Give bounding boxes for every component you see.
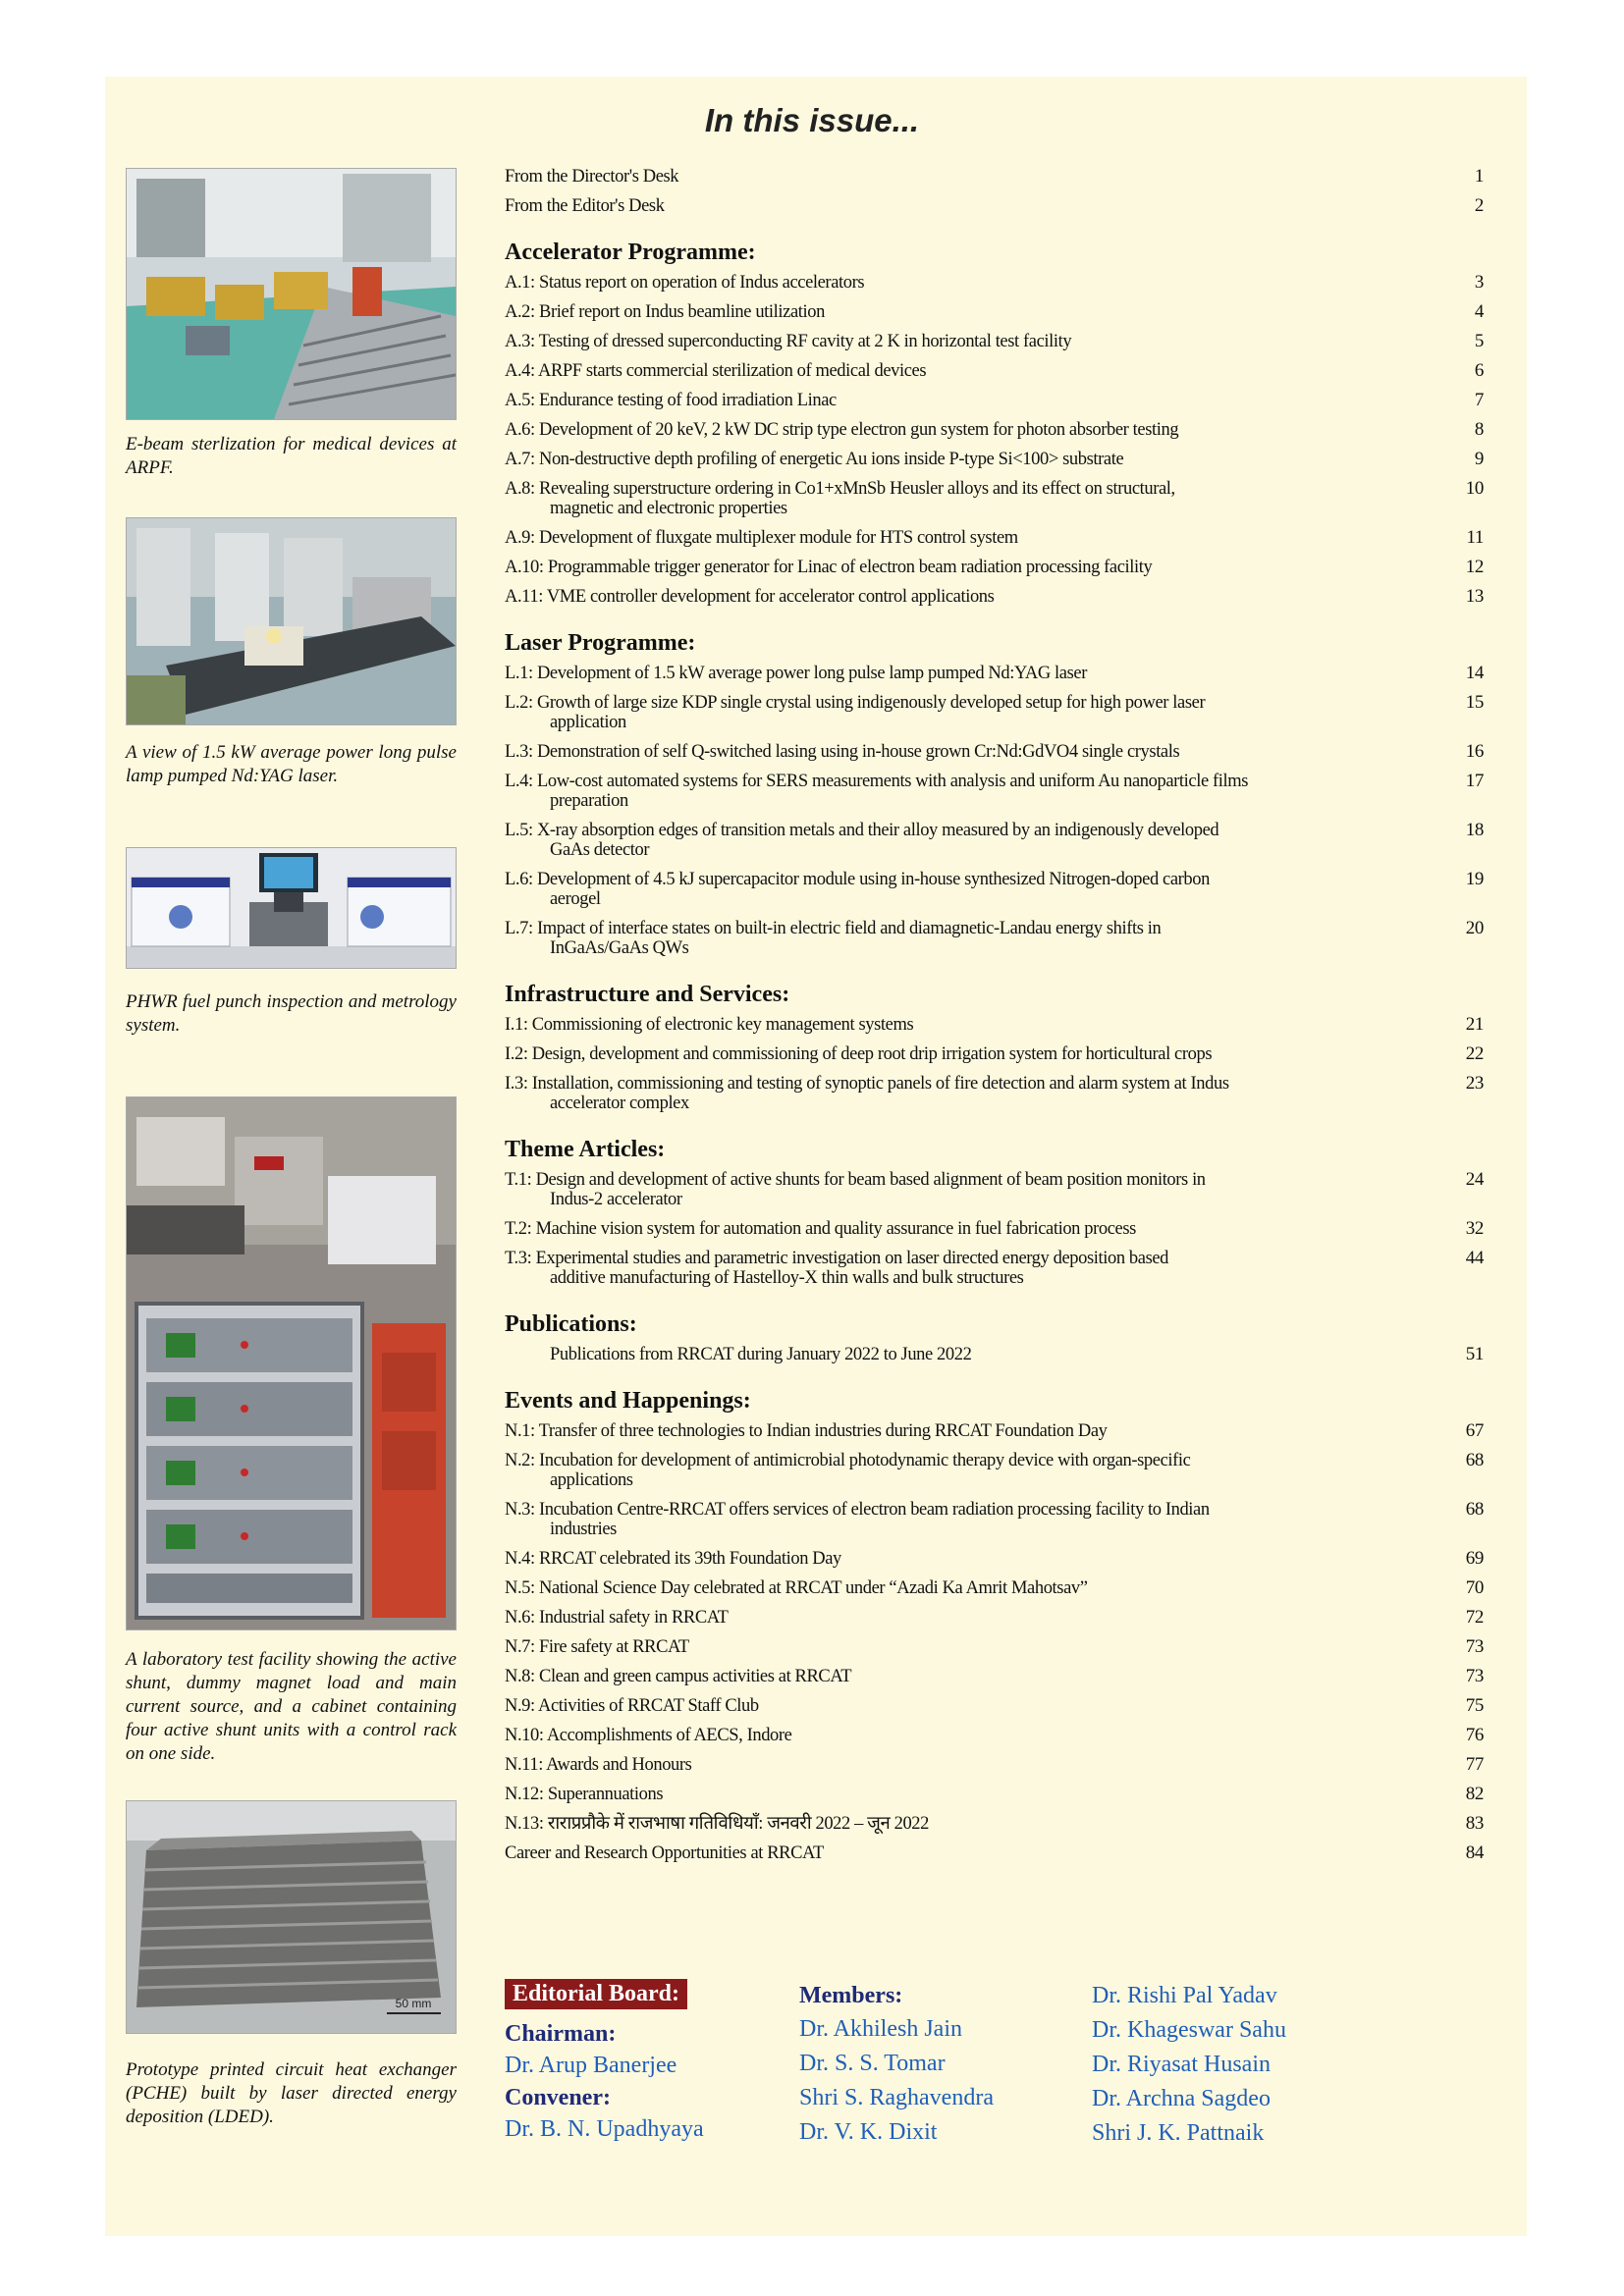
toc-page-number: 44 (1465, 1248, 1484, 1268)
toc-entry[interactable] (505, 1785, 1501, 1804)
toc-page-number: 12 (1465, 557, 1484, 577)
photo-caption: A view of 1.5 kW average power long pulse lamp pumped Nd:YAG laser. (126, 742, 457, 786)
toc-entry-title-continued: aerogel (550, 889, 601, 909)
toc-entry-title-continued: InGaAs/GaAs QWs (550, 938, 689, 958)
convener-label: Convener: (505, 2085, 611, 2110)
toc-entry-title-continued: magnetic and electronic properties (550, 499, 787, 518)
toc-entry-title: N.7: Fire safety at RRCAT (505, 1637, 689, 1657)
toc-entry-title-continued: preparation (550, 791, 628, 811)
toc-entry[interactable] (505, 1637, 1501, 1657)
toc-entry-title: N.8: Clean and green campus activities at RRCAT (505, 1667, 852, 1686)
toc-entry[interactable] (505, 1696, 1501, 1716)
toc-page-number: 8 (1474, 419, 1484, 440)
member-name: Shri J. K. Pattnaik (1092, 2120, 1265, 2146)
toc-page-number: 70 (1465, 1577, 1484, 1598)
toc-section-heading: Laser Programme: (505, 630, 696, 656)
toc-entry[interactable] (505, 1549, 1501, 1569)
toc-entry[interactable] (505, 332, 1501, 351)
active-shunt-facility-photo (126, 1096, 457, 1630)
toc-entry[interactable] (505, 1044, 1501, 1064)
ebeam-sterilization-photo (126, 168, 457, 420)
toc-page-number: 68 (1465, 1499, 1484, 1520)
toc-page-number: 17 (1465, 771, 1484, 791)
toc-entry[interactable] (505, 1421, 1501, 1441)
chairman-name: Dr. Arup Banerjee (505, 2053, 677, 2078)
toc-entry[interactable] (505, 1814, 1501, 1834)
toc-entry-title: A.6: Development of 20 keV, 2 kW DC strip type electron gun system for photon absorber testing (505, 420, 1179, 440)
toc-entry[interactable] (505, 450, 1501, 469)
toc-page-number: 67 (1465, 1420, 1484, 1441)
toc-page-number: 7 (1474, 390, 1484, 410)
toc-entry-title: L.6: Development of 4.5 kJ supercapacitor module using in-house synthesized Nitrogen-doped carbon (505, 870, 1210, 889)
member-name: Dr. Khageswar Sahu (1092, 2017, 1286, 2043)
member-name: Dr. Akhilesh Jain (799, 2016, 962, 2042)
toc-entry-title: L.5: X-ray absorption edges of transition metals and their alloy measured by an indigenously developed (505, 821, 1219, 840)
toc-entry[interactable] (505, 167, 1501, 187)
toc-page-number: 6 (1474, 360, 1484, 381)
editorial-board (505, 1979, 1501, 2175)
toc-page-number: 15 (1465, 692, 1484, 713)
toc-entry-title: From the Director's Desk (505, 167, 679, 187)
toc-entry[interactable] (505, 1015, 1501, 1035)
toc-entry[interactable] (505, 1170, 1501, 1209)
member-name: Dr. V. K. Dixit (799, 2119, 938, 2145)
toc-entry-title: A.11: VME controller development for accelerator control applications (505, 587, 995, 607)
toc-entry-title: L.7: Impact of interface states on built-in electric field and diamagnetic-Landau energy shifts in (505, 919, 1162, 938)
toc-page-number: 73 (1465, 1666, 1484, 1686)
toc-entry-title: N.1: Transfer of three technologies to Indian industries during RRCAT Foundation Day (505, 1421, 1108, 1441)
toc-entry-title-continued: Publications from RRCAT during January 2022 to June 2022 (550, 1345, 972, 1364)
toc-entry[interactable] (505, 919, 1501, 958)
toc-entry-title: A.4: ARPF starts commercial sterilization of medical devices (505, 361, 927, 381)
toc-entry[interactable] (505, 1667, 1501, 1686)
toc-page-number: 2 (1474, 195, 1484, 216)
toc-entry-title-continued: accelerator complex (550, 1094, 689, 1113)
member-name: Dr. S. S. Tomar (799, 2051, 946, 2076)
toc-entry-title: A.10: Programmable trigger generator for Linac of electron beam radiation processing facility (505, 558, 1153, 577)
page-title: In this issue... (704, 102, 920, 138)
toc-entry-title: From the Editor's Desk (505, 196, 665, 216)
toc-entry-title-continued: application (550, 713, 626, 732)
toc-page-number: 68 (1465, 1450, 1484, 1470)
toc-page-number: 11 (1466, 527, 1484, 548)
toc-entry[interactable] (505, 1755, 1501, 1775)
toc-entry[interactable] (505, 1074, 1501, 1113)
toc-entry-title: I.3: Installation, commissioning and testing of synoptic panels of fire detection and alarm system at Indus (505, 1074, 1229, 1094)
member-name: Dr. Archna Sagdeo (1092, 2086, 1271, 2111)
toc-entry-title: N.6: Industrial safety in RRCAT (505, 1608, 729, 1628)
toc-page-number: 76 (1465, 1725, 1484, 1745)
toc-entry[interactable] (505, 302, 1501, 322)
toc-page-number: 84 (1465, 1842, 1484, 1863)
toc-page-number: 16 (1465, 741, 1484, 762)
toc-section-heading: Theme Articles: (505, 1137, 666, 1162)
toc-page-number: 13 (1465, 586, 1484, 607)
toc-page-number: 21 (1465, 1014, 1484, 1035)
toc-entry-title: N.2: Incubation for development of antimicrobial photodynamic therapy device with organ-specific (505, 1451, 1191, 1470)
toc-entry-title: A.3: Testing of dressed superconducting RF cavity at 2 K in horizontal test facility (505, 332, 1072, 351)
toc-entry-title: N.12: Superannuations (505, 1785, 664, 1804)
toc-entry[interactable] (505, 1451, 1501, 1490)
chairman-label: Chairman: (505, 2021, 617, 2047)
toc-entry-title: N.9: Activities of RRCAT Staff Club (505, 1696, 759, 1716)
toc-entry-title: N.11: Awards and Honours (505, 1755, 692, 1775)
toc-entry[interactable] (505, 1249, 1501, 1288)
toc-entry-title: L.4: Low-cost automated systems for SERS measurements with analysis and uniform Au nanoparticle films (505, 772, 1249, 791)
toc-entry-title-continued: industries (550, 1520, 617, 1539)
toc-entry[interactable] (505, 558, 1501, 577)
toc-entry[interactable] (505, 1578, 1501, 1598)
toc-entry-title: T.2: Machine vision system for automation and quality assurance in fuel fabrication process (505, 1219, 1136, 1239)
toc-page-number: 22 (1465, 1043, 1484, 1064)
toc-page-number: 51 (1465, 1344, 1484, 1364)
toc-entry-title: A.9: Development of fluxgate multiplexer module for HTS control system (505, 528, 1018, 548)
photo-caption: E-beam sterlization for medical devices at ARPF. (126, 434, 457, 478)
toc-page-number: 9 (1474, 449, 1484, 469)
toc-entry-title: L.3: Demonstration of self Q-switched lasing using in-house grown Cr:Nd:GdVO4 single crystals (505, 742, 1180, 762)
toc-entry-title: A.1: Status report on operation of Indus accelerators (505, 273, 865, 293)
toc-entry[interactable] (505, 742, 1501, 762)
toc-entry-title: N.3: Incubation Centre-RRCAT offers services of electron beam radiation processing facility to Indian (505, 1500, 1210, 1520)
photo-caption: PHWR fuel punch inspection and metrology system. (126, 991, 457, 1036)
toc-page-number: 10 (1465, 478, 1484, 499)
toc-entry[interactable] (505, 693, 1501, 732)
toc-entry-title: Career and Research Opportunities at RRCAT (505, 1843, 824, 1863)
toc-section-heading: Accelerator Programme: (505, 240, 756, 265)
table-of-contents (505, 167, 1501, 1873)
toc-section (505, 1386, 1501, 1863)
member-name: Dr. Riyasat Husain (1092, 2052, 1271, 2077)
toc-page-number: 32 (1465, 1218, 1484, 1239)
toc-page-number: 19 (1465, 869, 1484, 889)
toc-section (505, 1135, 1501, 1288)
member-name: Dr. Rishi Pal Yadav (1092, 1983, 1277, 2008)
toc-entry-title: I.2: Design, development and commissioning of deep root drip irrigation system for horticultural crops (505, 1044, 1213, 1064)
toc-section (505, 238, 1501, 607)
toc-page-number: 4 (1474, 301, 1484, 322)
toc-page-number: 77 (1465, 1754, 1484, 1775)
toc-page-number: 20 (1465, 918, 1484, 938)
toc-entry[interactable] (505, 1345, 1501, 1364)
toc-entry[interactable] (505, 479, 1501, 518)
toc-entry[interactable] (505, 772, 1501, 811)
toc-section (505, 628, 1501, 958)
toc-section-heading: Publications: (505, 1311, 637, 1337)
toc-entry-title-continued: Indus-2 accelerator (550, 1190, 682, 1209)
toc-entry-title: T.1: Design and development of active shunts for beam based alignment of beam position monitors in (505, 1170, 1206, 1190)
toc-entry[interactable] (505, 1608, 1501, 1628)
toc-page-number: 73 (1465, 1636, 1484, 1657)
toc-entry[interactable] (505, 1500, 1501, 1539)
toc-entry[interactable] (505, 391, 1501, 410)
toc-entry-title: A.8: Revealing superstructure ordering in Co1+xMnSb Heusler alloys and its effect on structural, (505, 479, 1175, 499)
toc-entry-title: L.1: Development of 1.5 kW average power long pulse lamp pumped Nd:YAG laser (505, 664, 1087, 683)
toc-entry-title: A.7: Non-destructive depth profiling of energetic Au ions inside P-type Si<100> substrate (505, 450, 1124, 469)
toc-page-number: 23 (1465, 1073, 1484, 1094)
toc-entry[interactable] (505, 664, 1501, 683)
toc-entry-title-continued: additive manufacturing of Hastelloy-X thin walls and bulk structures (550, 1268, 1024, 1288)
toc-section (505, 980, 1501, 1113)
phwr-fuel-punch-photo (126, 847, 457, 969)
toc-entry-title: A.5: Endurance testing of food irradiation Linac (505, 391, 837, 410)
toc-page-number: 1 (1474, 166, 1484, 187)
toc-page-number: 82 (1465, 1784, 1484, 1804)
toc-entry[interactable] (505, 420, 1501, 440)
members-label: Members: (799, 1983, 903, 2008)
toc-entry-title: A.2: Brief report on Indus beamline utilization (505, 302, 825, 322)
toc-entry[interactable] (505, 1219, 1501, 1239)
toc-entry-title: N.4: RRCAT celebrated its 39th Foundation Day (505, 1549, 841, 1569)
toc-page-number: 69 (1465, 1548, 1484, 1569)
toc-entry[interactable] (505, 528, 1501, 548)
toc-page-number: 5 (1474, 331, 1484, 351)
toc-entry-title: N.10: Accomplishments of AECS, Indore (505, 1726, 792, 1745)
convener-name: Dr. B. N. Upadhyaya (505, 2116, 704, 2142)
toc-entry[interactable] (505, 870, 1501, 909)
toc-entry-title: N.13: राराप्रप्रौके में राजभाषा गतिविधियाँ: जनवरी 2022 – जून 2022 (505, 1814, 929, 1834)
toc-page-number: 18 (1465, 820, 1484, 840)
toc-section (505, 1309, 1501, 1364)
toc-section-heading: Infrastructure and Services: (505, 982, 790, 1007)
toc-entry[interactable] (505, 821, 1501, 860)
nd-yag-laser-photo (126, 517, 457, 725)
pche-photo (126, 1800, 457, 2034)
toc-entry-title-continued: GaAs detector (550, 840, 650, 860)
toc-section-heading: Events and Happenings: (505, 1388, 751, 1414)
toc-entry[interactable] (505, 196, 1501, 216)
toc-entry[interactable] (505, 1726, 1501, 1745)
toc-entry[interactable] (505, 273, 1501, 293)
photo-caption: A laboratory test facility showing the active shunt, dummy magnet load and main current source, and a cabinet containing four active shunt units with a control rack on one side. (126, 1649, 457, 1764)
toc-page-number: 3 (1474, 272, 1484, 293)
toc-page-number: 24 (1465, 1169, 1484, 1190)
toc-entry[interactable] (505, 1843, 1501, 1863)
toc-page-number: 83 (1465, 1813, 1484, 1834)
toc-page-number: 72 (1465, 1607, 1484, 1628)
toc-section (505, 167, 1501, 216)
member-name: Shri S. Raghavendra (799, 2085, 994, 2110)
toc-page-number: 75 (1465, 1695, 1484, 1716)
toc-entry[interactable] (505, 361, 1501, 381)
toc-entry-title: N.5: National Science Day celebrated at RRCAT under “Azadi Ka Amrit Mahotsav” (505, 1578, 1088, 1598)
scale-bar-label: 50 mm (395, 1997, 432, 2010)
toc-entry-title-continued: applications (550, 1470, 633, 1490)
toc-entry[interactable] (505, 587, 1501, 607)
toc-entry-title: L.2: Growth of large size KDP single crystal using indigenously developed setup for high power laser (505, 693, 1206, 713)
photo-caption: Prototype printed circuit heat exchanger (PCHE) built by laser directed energy deposition (LDED). (126, 2059, 457, 2127)
toc-entry-title: T.3: Experimental studies and parametric investigation on laser directed energy deposition based (505, 1249, 1169, 1268)
editorial-board-heading: Editorial Board: (505, 1979, 687, 2009)
toc-page-number: 14 (1465, 663, 1484, 683)
toc-entry-title: I.1: Commissioning of electronic key management systems (505, 1015, 914, 1035)
